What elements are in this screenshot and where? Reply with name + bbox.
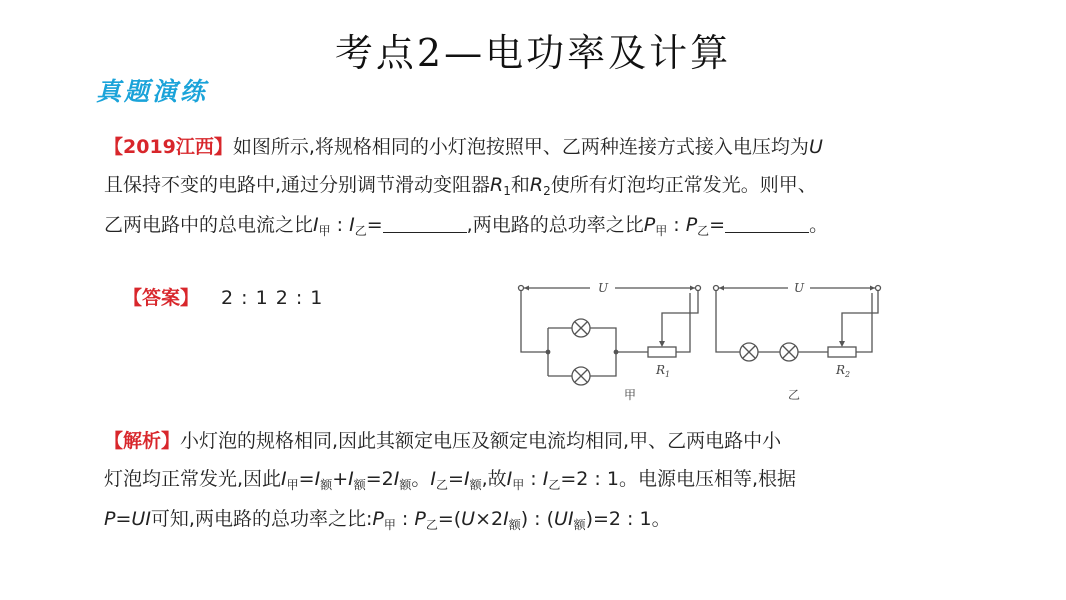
circuit-diagram: [500, 268, 900, 408]
section-subtitle: 真题演练: [96, 77, 209, 106]
explanation-label: 【解析】: [104, 430, 181, 452]
voltage-label-yi: U: [794, 281, 805, 295]
voltage-label-jia: U: [598, 281, 609, 295]
answer-blank-1: [383, 214, 467, 233]
resistor-label-r1: $R_1$: [656, 363, 671, 379]
answer-line: [123, 283, 323, 310]
circuit-label-jia: 甲: [624, 388, 637, 402]
answer-label: 【答案】: [123, 287, 200, 309]
page-title: 考点2—电功率及计算: [334, 31, 732, 75]
explanation-paragraph: 【解析】小灯泡的规格相同,因此其额定电压及额定电流均相同,甲、乙两电路中小 灯泡均正常发光,因此$I_甲=I_额+I_额=2I_额$。$I_乙=I_额$,故$I_甲$ : $I_乙=2$ : 1。电源电压相等,根据 P=UI可知,两电路的总功率之比$:P_甲$ : $P_乙=(U\times 2I_额)$ : $(UI_额)=2$ : 1。: [104, 430, 796, 532]
question-paragraph: 【2019江西】如图所示,将规格相同的小灯泡按照甲、乙两种连接方式接入电压均为U 且保持不变的电路中,通过分别调节滑动变阻器$R_1$和$R_2$使所有灯泡均正常发光。则甲、 乙两电路中的总电流之比$I_甲$ : $I_乙=$ ,两电路的总功率之比$P_甲$ : $P_乙=$ 。: [104, 136, 829, 238]
answer-value: 2 : 1 2 : 1: [221, 287, 324, 309]
question-source-tag: 【2019江西】: [104, 136, 233, 158]
circuit-label-yi: 乙: [788, 388, 801, 402]
answer-blank-2: [725, 214, 809, 233]
resistor-label-r2: $R_2$: [836, 363, 851, 379]
